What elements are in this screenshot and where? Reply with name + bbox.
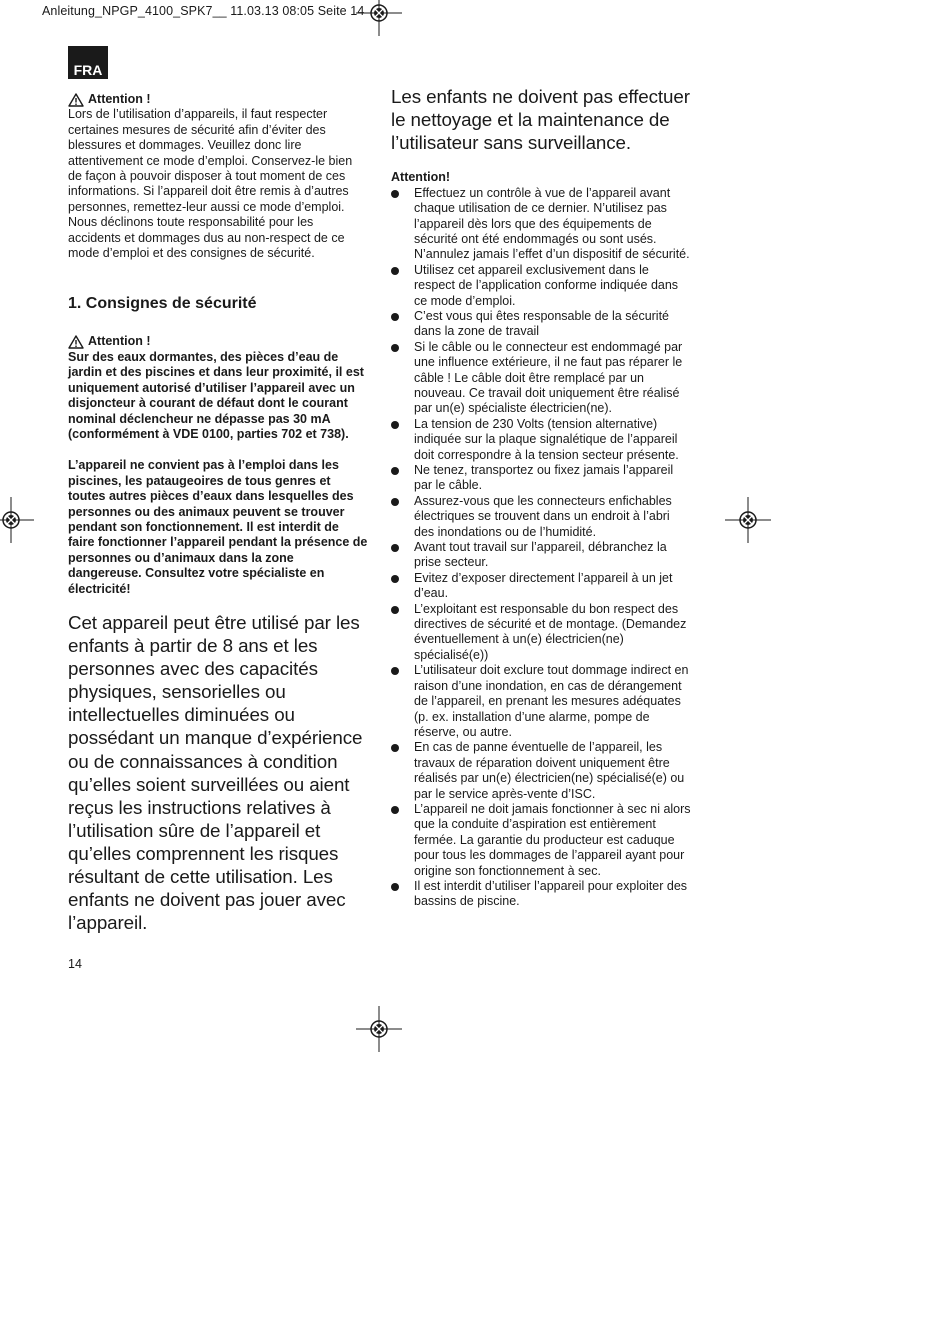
list-item: Utilisez cet appareil exclusivement dans le respect de l’application conforme indiquée dans ce mode d’emploi. bbox=[391, 263, 693, 309]
list-item: L’appareil ne doit jamais fonctionner à sec ni alors que la conduite d’aspiration est entièrement fermée. La garantie du producteur est caduque pour tous les dommages de l’appareil ayant pour origine son fonctionnement à sec. bbox=[391, 802, 693, 879]
children-usage-paragraph: Cet appareil peut être utilisé par les enfants à partir de 8 ans et les personnes avec des capacités physiques, sensorielles ou intellectuelles diminuées ou possédant un manque d’expérience ou de connaissances à condition qu’elles soient surveillées ou aient reçus les instructions relatives à l’utilisation sûre de l’appareil et qu’elles comprennent les risques résultant de cette utilisation. Les enfants ne doivent pas jouer avec l’appareil. bbox=[68, 611, 363, 934]
registration-mark-icon bbox=[356, 0, 402, 36]
print-header: Anleitung_NPGP_4100_SPK7__ 11.03.13 08:05 Seite 14 bbox=[42, 4, 365, 18]
list-item: La tension de 230 Volts (tension alternative) indiquée sur la plaque signalétique de l’appareil doit correspondre à la tension secteur présente. bbox=[391, 417, 693, 463]
list-item: L’exploitant est responsable du bon respect des directives de sécurité et de montage. (Demandez éventuellement à un(e) électricien(ne) spécialisé(e)) bbox=[391, 602, 693, 664]
list-item: Il est interdit d’utiliser l’appareil pour exploiter des bassins de piscine. bbox=[391, 879, 693, 910]
list-item: Ne tenez, transportez ou fixez jamais l’appareil par le câble. bbox=[391, 463, 693, 494]
children-cleaning-paragraph: Les enfants ne doivent pas effectuer le nettoyage et la maintenance de l’utilisateur sans surveillance. bbox=[391, 86, 690, 154]
list-item: Assurez-vous que les connecteurs enfichables électriques se trouvent dans un endroit à l’abri des inondations ou de l’humidité. bbox=[391, 494, 693, 540]
registration-mark-icon bbox=[356, 1006, 402, 1052]
list-item: Avant tout travail sur l’appareil, débranchez la prise secteur. bbox=[391, 540, 693, 571]
page-number: 14 bbox=[68, 957, 82, 971]
right-column bbox=[391, 85, 693, 910]
attention-heading bbox=[68, 334, 368, 349]
list-item: En cas de panne éventuelle de l’appareil, les travaux de réparation doivent uniquement être réalisés par un(e) électricien(ne) spécialisé(e) ou par le service après-vente d’ISC. bbox=[391, 740, 693, 802]
attention-heading bbox=[68, 92, 368, 107]
left-column bbox=[68, 92, 368, 934]
warning-triangle-icon bbox=[68, 93, 84, 107]
section-title: 1. Consignes de sécurité bbox=[68, 295, 257, 313]
attention-title: Attention ! bbox=[88, 92, 151, 106]
warning-triangle-icon bbox=[68, 335, 84, 349]
list-item: L’utilisateur doit exclure tout dommage indirect en raison d’une inondation, en cas de dérangement de l’appareil, en prenant les mesures adéquates (p. ex. installation d’une alarme, pompe de réserve, ou autre. bbox=[391, 663, 693, 740]
intro-paragraph: Lors de l’utilisation d’appareils, il faut respecter certaines mesures de sécurité afin d’éviter des blessures et dommages. Veuillez donc lire attentivement ce mode d’emploi. Conservez-le bien de façon à pouvoir disposer à tout moment de ces informations. Si l’appareil doit être remis à d’autres personnes, remettez-leur aussi ce mode d’emploi. Nous déclinons toute responsabilité pour les accidents et dommages dus au non-respect de ce mode d’emploi et des consignes de sécurité. bbox=[68, 107, 353, 261]
registration-mark-icon bbox=[0, 497, 34, 543]
list-item: Si le câble ou le connecteur est endommagé par une influence extérieure, il ne faut pas réparer le câble ! Le câble doit être remplacé par un nouveau. Ce travail doit uniquement être réalisé par un(e) spécialiste électricien(ne). bbox=[391, 340, 693, 417]
registration-mark-icon bbox=[725, 497, 771, 543]
safety-bullet-list bbox=[391, 186, 693, 910]
rcd-warning-paragraph: Sur des eaux dormantes, des pièces d’eau de jardin et des piscines et dans leur proximité, il est uniquement autorisé d’utiliser l’appareil avec un disjoncteur à courant de défaut dont le courant nominal déclencheur ne dépasse pas 30 mA (conformément à VDE 0100, parties 702 et 738). bbox=[68, 349, 364, 441]
attention-title: Attention! bbox=[391, 170, 451, 185]
attention-title: Attention ! bbox=[88, 334, 151, 349]
list-item: Effectuez un contrôle à vue de l’appareil avant chaque utilisation de ce dernier. N’utilisez pas l’appareil dès lors que des équipements de sécurité ont été endommagés ou sont usés. N’annulez jamais l’effet d’un dispositif de sécurité. bbox=[391, 186, 693, 263]
list-item: C’est vous qui êtes responsable de la sécurité dans la zone de travail bbox=[391, 309, 693, 340]
list-item: Evitez d’exposer directement l’appareil à un jet d’eau. bbox=[391, 571, 693, 602]
language-badge: FRA bbox=[68, 46, 108, 79]
pool-warning-paragraph: L’appareil ne convient pas à l’emploi dans les piscines, les pataugeoires de tous genres et toutes autres pièces d’eaux dans lesquelles des personnes ou des animaux peuvent se trouver pendant son fonctionnement. Il est interdit de faire fonctionner l’appareil pendant la présence de personnes ou d’animaux dans la zone dangereuse. Consultez votre spécialiste en électricité! bbox=[68, 458, 368, 596]
